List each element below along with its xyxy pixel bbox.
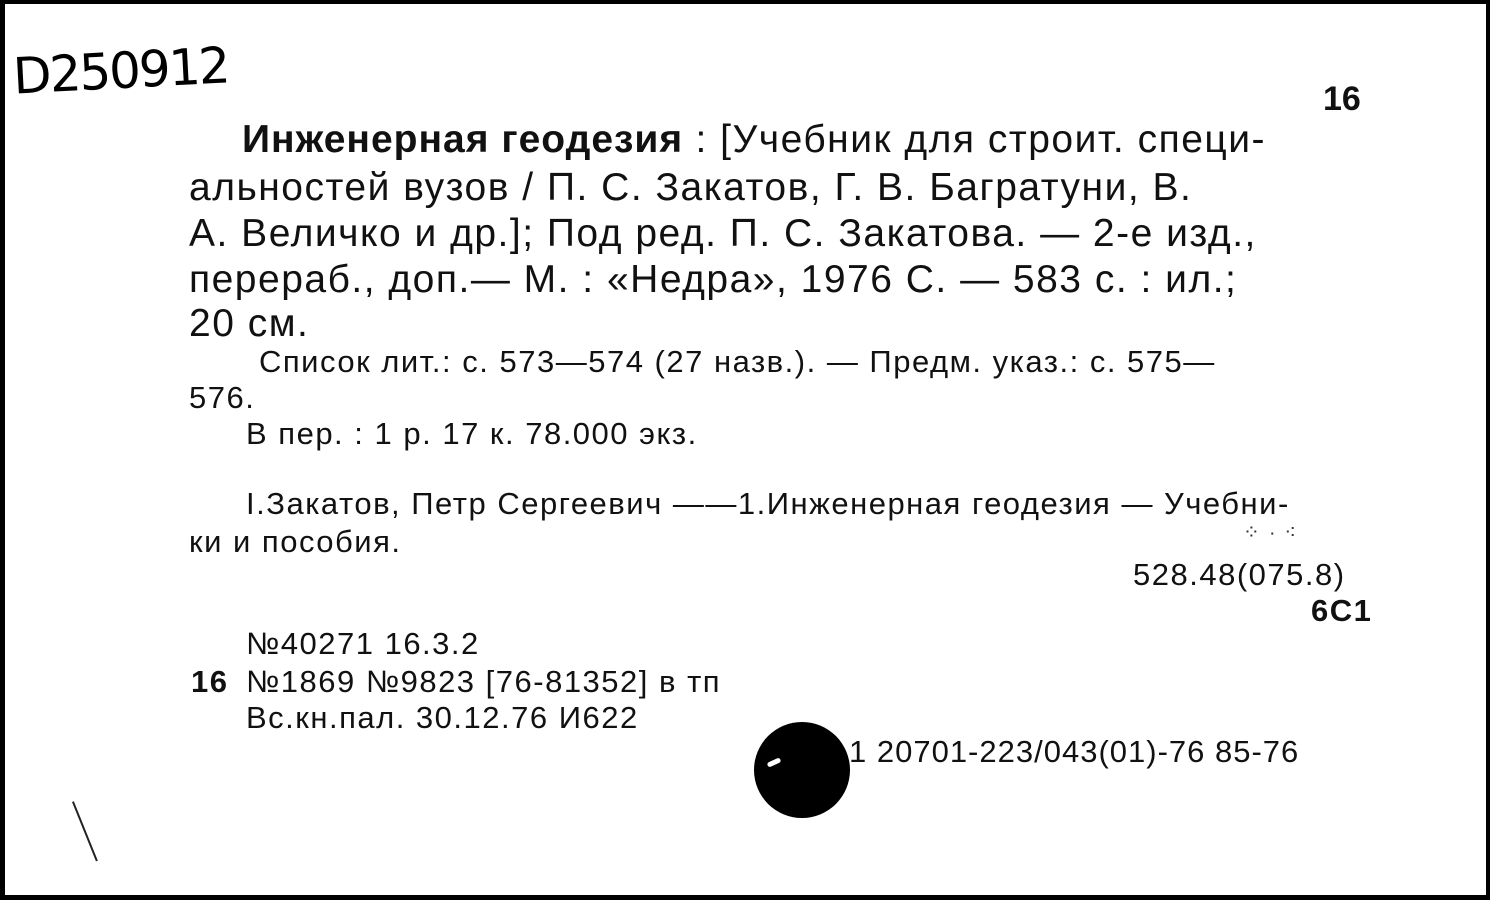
publisher-code-line: 1 20701-223/043(01)-76 85-76 xyxy=(849,734,1300,769)
registry-line-3: Вс.кн.пал. 30.12.76 И622 xyxy=(246,700,639,735)
bbk-code: 6С1 xyxy=(1311,593,1373,628)
main-line-3: А. Величко и др.]; Под ред. П. С. Закатова. — 2-е изд., xyxy=(189,212,1257,255)
handwritten-id: D250912 xyxy=(11,36,230,106)
page-number: 16 xyxy=(1323,80,1361,118)
main-line-1-rest: : [Учебник для строит. специ- xyxy=(683,118,1267,161)
registry-line-1: №40271 16.3.2 xyxy=(246,626,480,661)
ink-blot xyxy=(754,722,850,818)
book-title: Инженерная геодезия xyxy=(242,118,684,161)
main-line-4: перераб., доп.— М. : «Недра», 1976 С. — 583 с. : ил.; xyxy=(189,258,1238,301)
main-line-2: альностей вузов / П. С. Закатов, Г. В. Багратуни, В. xyxy=(189,166,1193,209)
udc-code: 528.48(075.8) xyxy=(1133,557,1346,592)
tracings-line-1: I.Закатов, Петр Сергеевич ——1.Инженерная геодезия — Учебни- xyxy=(246,486,1290,521)
tracings-line-2: ки и пособия. xyxy=(189,524,402,559)
price-note: В пер. : 1 р. 17 к. 78.000 экз. xyxy=(246,416,698,451)
ink-specks: ⁘ ∙ ⁖ xyxy=(1243,522,1299,544)
bibliography-note-line-2: 576. xyxy=(189,380,256,415)
registry-line-2: №1869 №9823 [76-81352] в тп xyxy=(246,664,722,699)
registry-line-2-prefix: 16 xyxy=(191,664,229,699)
pencil-stroke xyxy=(72,801,98,861)
main-line-1 xyxy=(242,118,1266,162)
main-line-5: 20 см. xyxy=(189,302,310,345)
bibliography-note-line-1: Список лит.: с. 573—574 (27 назв.). — Предм. указ.: с. 575— xyxy=(259,344,1216,379)
